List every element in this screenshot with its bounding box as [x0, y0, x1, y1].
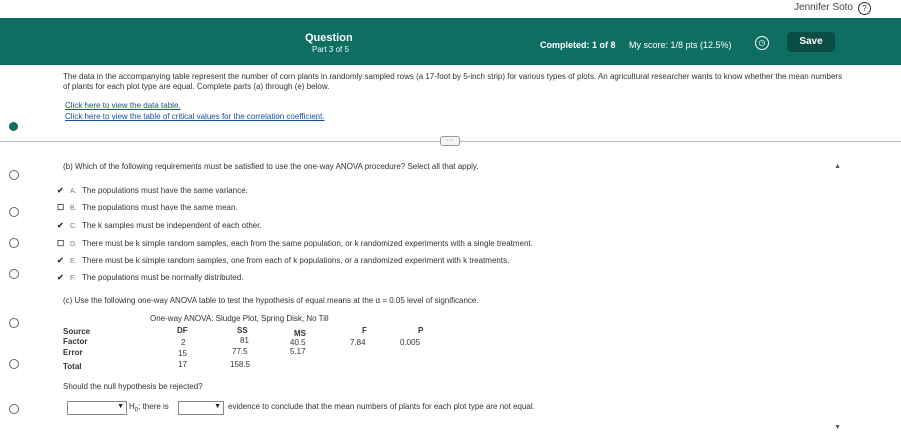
part-c-question: (c) Use the following one-way ANOVA table to test the hypothesis of equal means at the α = 0.05 level of significance.	[63, 296, 479, 305]
conclusion-text: evidence to conclude that the mean numbers of plants for each plot type are not equal.	[228, 402, 535, 411]
option-f[interactable]: ✔ F. The populations must be normally distributed.	[57, 273, 244, 282]
option-c[interactable]: ✔ C. The k samples must be independent of each other.	[57, 221, 262, 230]
step-marker	[9, 269, 19, 279]
table-cell: 40.5	[290, 338, 306, 347]
more-button[interactable]: ···	[440, 136, 460, 146]
anova-header-ms: MS	[294, 329, 306, 338]
option-e[interactable]: ✔ E. There must be k simple random samples, one from each of k populations, or a randomized experiment with k treatments.	[57, 256, 510, 265]
anova-header-p: P	[418, 326, 424, 335]
data-table-link[interactable]: Click here to view the data table.	[65, 101, 181, 110]
part-b-status-icon	[9, 170, 19, 180]
part-c-status-icon	[9, 318, 19, 328]
table-cell: 2	[181, 338, 186, 347]
table-cell: 81	[240, 336, 249, 345]
checkbox-icon[interactable]: ✔	[57, 186, 64, 195]
step-marker	[9, 207, 19, 217]
completed-status: Completed: 1 of 8	[540, 40, 616, 50]
part-d-status-icon	[9, 404, 19, 414]
anova-table-title: One-way ANOVA: Sludge Plot, Spring Disk, No Till	[150, 314, 329, 323]
checkbox-icon[interactable]: ☐	[57, 203, 65, 212]
h0-label: $H_0$; there is	[129, 402, 169, 414]
evidence-dropdown[interactable]	[178, 401, 224, 415]
part-b-question: (b) Which of the following requirements must be satisfied to use the one-way ANOVA procedure? Select all that apply.	[63, 162, 479, 171]
table-cell: 77.5	[232, 347, 248, 356]
table-cell: 0.005	[400, 338, 421, 347]
table-cell: 15	[178, 349, 187, 358]
step-marker	[9, 238, 19, 248]
checkbox-icon[interactable]: ✔	[57, 273, 64, 282]
option-b[interactable]: ☐ B. The populations must have the same mean.	[57, 203, 238, 212]
anova-header-ss: SS	[237, 326, 248, 335]
part-complete-icon	[9, 122, 18, 131]
checkbox-icon[interactable]: ☐	[57, 239, 65, 248]
user-name[interactable]: Jennifer Soto	[794, 2, 853, 13]
anova-header-df: DF	[177, 326, 188, 335]
checkbox-icon[interactable]: ✔	[57, 221, 64, 230]
checkbox-icon[interactable]: ✔	[57, 256, 64, 265]
score-details-icon[interactable]: ◷	[755, 36, 769, 50]
table-row-error-source: Error	[63, 348, 83, 357]
null-hypothesis-question: Should the null hypothesis be rejected?	[63, 382, 203, 391]
question-title: Question	[305, 32, 353, 44]
score-status: My score: 1/8 pts (12.5%)	[629, 40, 732, 50]
top-bar	[0, 0, 901, 18]
option-d[interactable]: ☐ D. There must be k simple random samples, each from the same population, or k randomized experiments with a single treatment.	[57, 239, 533, 248]
table-cell: 158.5	[230, 360, 251, 369]
option-a[interactable]: ✔ A. The populations must have the same variance.	[57, 186, 248, 195]
help-icon[interactable]: ?	[858, 2, 871, 15]
scroll-down-icon[interactable]: ▼	[834, 424, 841, 431]
anova-header-f: F	[362, 326, 367, 335]
critical-values-link[interactable]: Click here to view the table of critical values for the correlation coefficient.	[65, 112, 325, 121]
table-cell: 17	[178, 360, 187, 369]
chevron-down-icon: ▼	[117, 403, 124, 410]
part-indicator: Part 3 of 5	[312, 45, 349, 54]
chevron-down-icon: ▼	[214, 403, 221, 410]
reject-decision-dropdown[interactable]	[67, 401, 127, 415]
table-cell: 7.84	[350, 338, 366, 347]
table-cell: 5.17	[290, 347, 306, 356]
table-row-factor-source: Factor	[63, 337, 88, 346]
anova-header-source: Source	[63, 327, 91, 336]
problem-intro: The data in the accompanying table represent the number of corn plants in randomly sampled rows (a 17-foot by 5-inch strip) for various types of plots. An agricultural researcher wants to know whether the mean numbers of plants for each plot type are equal. Complete parts (a) through (e) below.	[63, 72, 843, 91]
question-header	[0, 18, 901, 65]
step-marker	[9, 359, 19, 369]
save-button[interactable]: Save	[787, 32, 835, 52]
table-row-total-source: Total	[63, 362, 82, 371]
scroll-up-icon[interactable]: ▲	[834, 163, 841, 170]
